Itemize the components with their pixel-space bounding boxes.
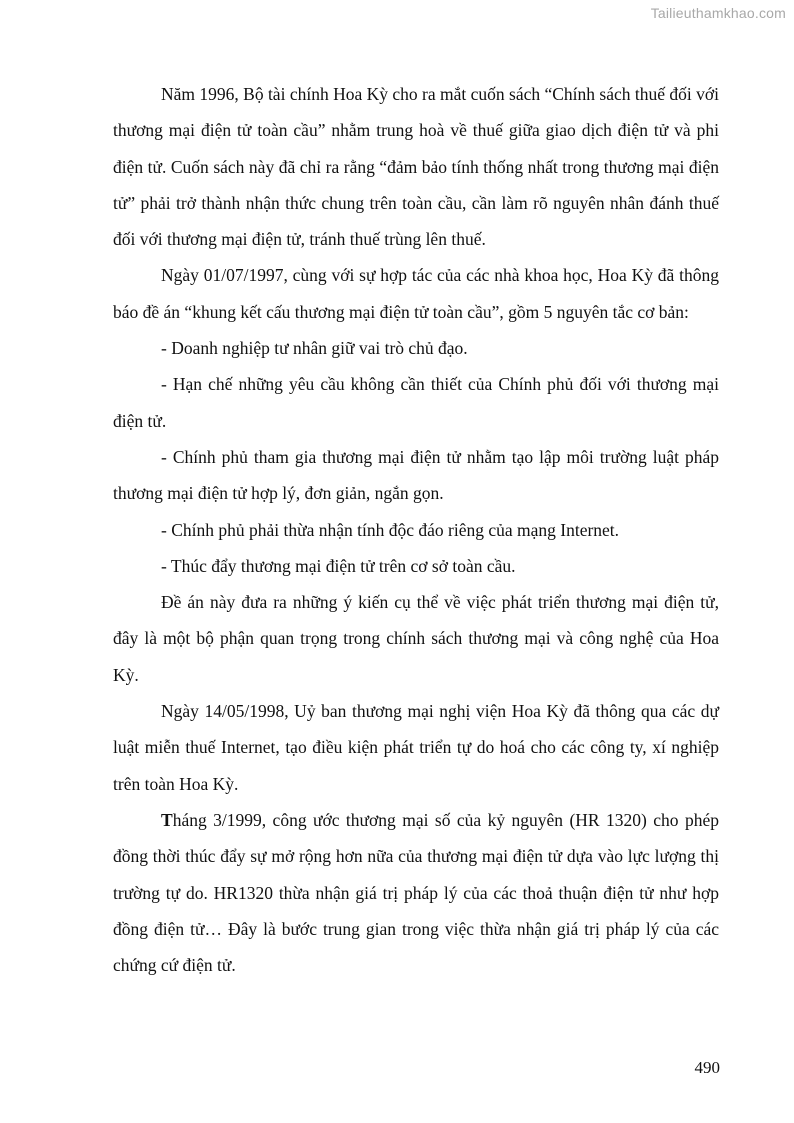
paragraph-1997-framework: Ngày 01/07/1997, cùng với sự hợp tác của các nhà khoa học, Hoa Kỳ đã thông báo đề án “khung kết cấu thương mại điện tử toàn cầu”, gồm 5 nguyên tắc cơ bản: bbox=[113, 265, 719, 322]
principle-legal-environment: - Chính phủ tham gia thương mại điện tử nhằm tạo lập môi trường luật pháp thương mại điện tử hợp lý, đơn giản, ngắn gọn. bbox=[113, 446, 719, 504]
principle-limit-government: - Hạn chế những yêu cầu không cần thiết của Chính phủ đối với thương mại điện tử. bbox=[113, 374, 719, 431]
paragraph-framework-significance: Đề án này đưa ra những ý kiến cụ thể về việc phát triển thương mại điện tử, đây là một bộ phận quan trọng trong chính sách thương mại và công nghệ của Hoa Kỳ. bbox=[113, 592, 719, 685]
paragraph-1999-hr1320 bbox=[113, 802, 719, 983]
principle-global-basis: - Thúc đẩy thương mại điện tử trên cơ sở toàn cầu. bbox=[161, 555, 516, 576]
watermark-text: Tailieuthamkhao.com bbox=[650, 5, 786, 21]
document-body bbox=[113, 76, 719, 983]
page-number: 490 bbox=[694, 1058, 720, 1077]
paragraph-1996-tax-book: Năm 1996, Bộ tài chính Hoa Kỳ cho ra mắt cuốn sách “Chính sách thuế đối với thương mại điện tử toàn cầu” nhằm trung hoà về thuế giữa giao dịch điện tử và phi điện tử. Cuốn sách này đã chỉ ra rằng “đảm bảo tính thống nhất trong thương mại điện tử” phải trở thành nhận thức chung trên toàn cầu, cần làm rõ nguyên nhân đánh thuế đối với thương mại điện tử, tránh thuế trùng lên thuế. bbox=[113, 84, 719, 250]
paragraph-body-text: háng 3/1999, công ước thương mại số của kỷ nguyên (HR 1320) cho phép đồng thời thúc đẩy sự mở rộng hơn nữa của thương mại điện tử dựa vào lực lượng thị trường tự do. HR1320 thừa nhận giá trị pháp lý của các thoả thuận điện tử như hợp đồng điện tử… Đây là bước trung gian trong việc thừa nhận giá trị pháp lý của các chứng cứ điện tử. bbox=[113, 809, 719, 976]
paragraph-initial-letter: T bbox=[161, 809, 173, 830]
principle-private-sector: - Doanh nghiệp tư nhân giữ vai trò chủ đạo. bbox=[161, 338, 468, 359]
paragraph-1998-tax-exemption: Ngày 14/05/1998, Uỷ ban thương mại nghị viện Hoa Kỳ đã thông qua các dự luật miễn thuế Internet, tạo điều kiện phát triển tự do hoá cho các công ty, xí nghiệp trên toàn Hoa Kỳ. bbox=[113, 701, 719, 794]
principle-internet-uniqueness: - Chính phủ phải thừa nhận tính độc đáo riêng của mạng Internet. bbox=[161, 519, 620, 540]
